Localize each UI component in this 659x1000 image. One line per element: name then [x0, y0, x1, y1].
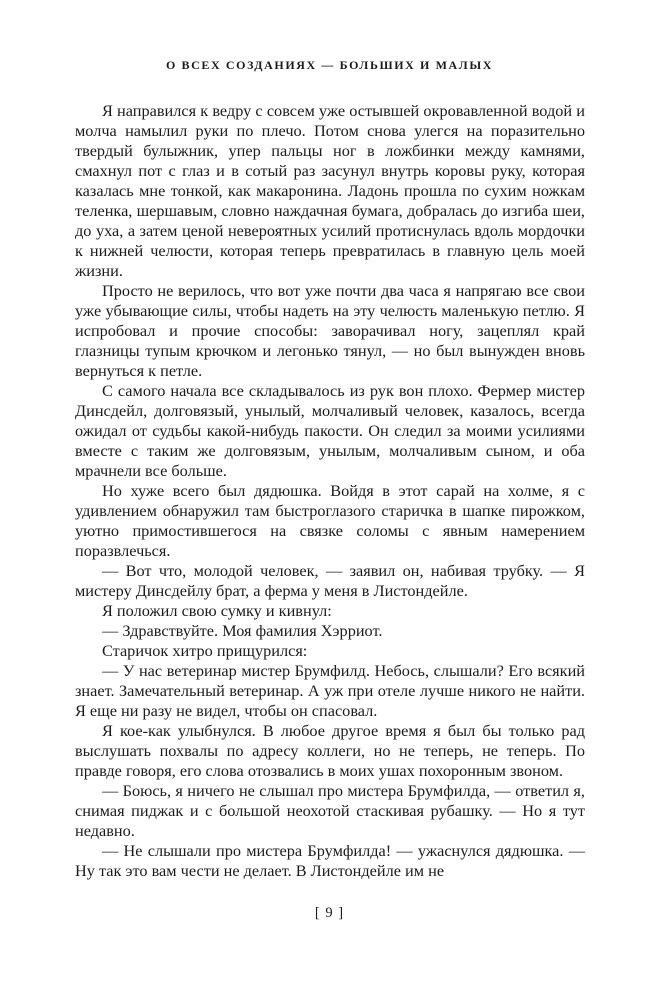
paragraph-dialogue: — Вот что, молодой человек, — заявил он, набивая трубку. — Я мистеру Динсдейлу брат, а ферма у меня в Листондейле. [75, 561, 585, 600]
text-block [75, 101, 585, 881]
running-head: О ВСЕХ СОЗДАНИЯХ — БОЛЬШИХ И МАЛЫХ [166, 58, 493, 72]
paragraph: Но хуже всего был дядюшка. Войдя в этот сарай на холме, я с удивлением обнаружил там быстроглазого старичка в шапке пирожком, уютно примостившегося на связке соломы с явным намерением поразвлечься. [75, 481, 585, 560]
paragraph: Старичок хитро прищурился: [102, 641, 308, 660]
paragraph: Я кое-как улыбнулся. В любое другое время я был бы только рад выслушать похвалы по адресу коллеги, но не теперь, не теперь. По правде говоря, его слова отозвались в моих ушах похоронным звоном. [75, 721, 585, 780]
paragraph: Просто не верилось, что вот уже почти два часа я напрягаю все свои уже убывающие силы, чтобы надеть на эту челюсть маленькую петлю. Я испробовал и прочие способы: заворачивал ногу, зацеплял край глазницы тупым крючком и легонько тянул, — но был вынужден вновь вернуться к петле. [75, 281, 585, 380]
paragraph-dialogue: — Не слышали про мистера Брумфилда! — ужаснулся дядюшка. — Ну так это вам чести не делает. В Листондейле им не [75, 841, 585, 880]
paragraph-dialogue: — У нас ветеринар мистер Брумфилд. Небось, слышали? Его всякий знает. Замечательный ветеринар. А уж при отеле лучше никого не найти. Я еще ни разу не видел, чтобы он спасовал. [75, 661, 585, 720]
paragraph-dialogue: — Боюсь, я ничего не слышал про мистера Брумфилда, — ответил я, снимая пиджак и с большой неохотой стаскивая рубашку. — Но я тут недавно. [75, 781, 585, 840]
paragraph-dialogue: — Здравствуйте. Моя фамилия Хэрриот. [102, 621, 383, 640]
page-number: [ 9 ] [314, 905, 345, 921]
paragraph: Я направился к ведру с совсем уже остывшей окровавленной водой и молча намылил руки по плечо. Потом снова улегся на поразительно твердый булыжник, упер пальцы ног в ложбинки между камнями, смахнул пот с глаз и в сотый раз засунул внутрь коровы руку, которая казалась мне тонкой, как макаронина. Ладонь прошла по сухим ножкам теленка, шершавым, словно наждачная бумага, добралась до изгиба шеи, до уха, а затем ценой невероятных усилий протиснулась вдоль мордочки к нижней челюсти, которая теперь превратилась в главную цель моей жизни. [75, 101, 585, 280]
paragraph: Я положил свою сумку и кивнул: [102, 601, 332, 620]
paragraph: С самого начала все складывалось из рук вон плохо. Фермер мистер Динсдейл, долговязый, унылый, молчаливый человек, казалось, всегда ожидал от судьбы какой-нибудь пакости. Он следил за моими усилиями вместе с таким же долговязым, унылым, молчаливым сыном, и оба мрачнели все больше. [75, 381, 585, 480]
